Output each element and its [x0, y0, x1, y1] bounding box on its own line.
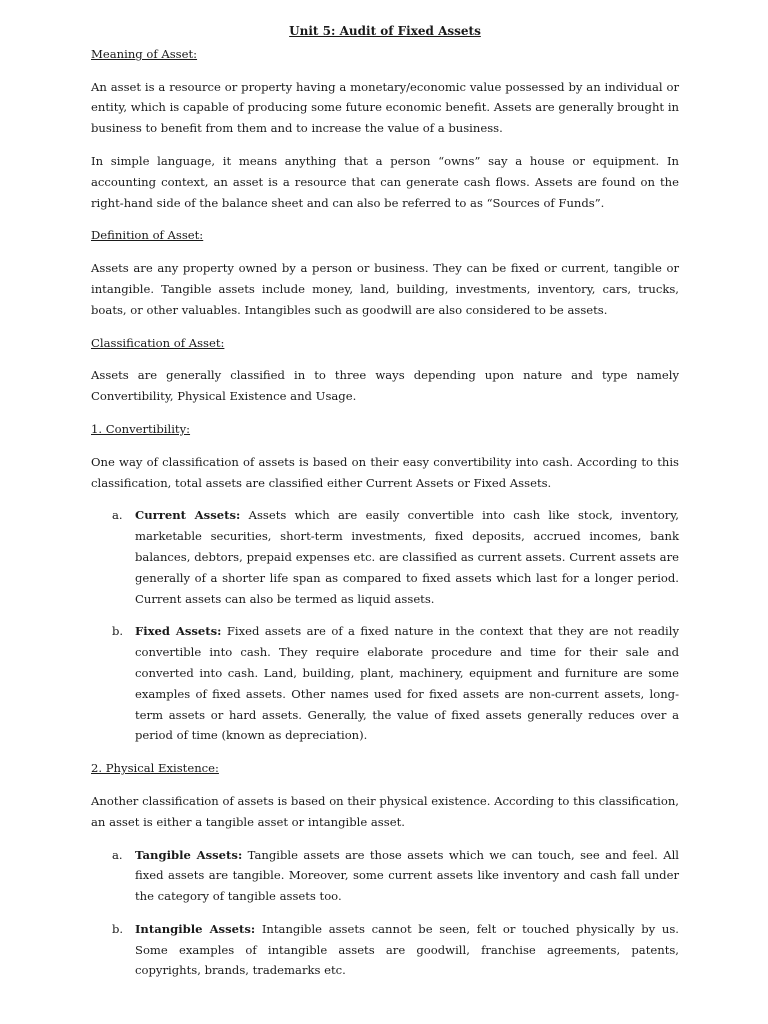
classification-heading: Classification of Asset: — [91, 335, 225, 350]
classification-paragraph: Assets are generally classified in to three ways depending upon nature and type namely Convertibility, Physical Existence and Usage. — [91, 368, 679, 404]
term-fixed-assets: Fixed Assets: — [135, 624, 222, 639]
list-marker: b. — [112, 921, 124, 936]
meaning-paragraph-1: An asset is a resource or property having a monetary/economic value possessed by an individual or entity, which is capable of producing some future economic benefit. Assets are generally brought in business to benefit from them and to increase the value of a business. — [91, 79, 679, 136]
definition-heading: Definition of Asset: — [91, 228, 204, 243]
convertibility-heading: 1. Convertibility: — [91, 421, 191, 436]
list-marker: a. — [112, 508, 123, 523]
physical-existence-paragraph: Another classification of assets is based on their physical existence. According to this classification, an asset is either a tangible asset or intangible asset. — [91, 793, 679, 829]
list-marker: a. — [112, 847, 123, 862]
page-title: Unit 5: Audit of Fixed Assets — [289, 24, 481, 38]
current-assets-text: Assets which are easily convertible into cash like stock, inventory, marketable securities, short-term investments, fixed deposits, accrued incomes, bank balances, debtors, prepaid expenses etc. are classified as current assets. Current assets are generally of a shorter life span as compared to fixed assets which last for a longer period. Current assets can also be termed as liquid assets. — [135, 508, 679, 606]
list-item-intangible-assets — [91, 919, 679, 981]
list-marker: b. — [112, 624, 124, 639]
term-intangible-assets: Intangible Assets: — [135, 921, 256, 936]
convertibility-paragraph: One way of classification of assets is based on their easy convertibility into cash. According to this classification, total assets are classified either Current Assets or Fixed Assets. — [91, 454, 679, 490]
meaning-heading: Meaning of Asset: — [91, 46, 198, 61]
list-item-current-assets — [91, 505, 679, 609]
fixed-assets-text: Fixed assets are of a fixed nature in the context that they are not readily convertible into cash. They require elaborate procedure and time for their sale and converted into cash. Land, building, plant, machinery, equipment and furniture are some examples of fixed assets. Other names used for fixed assets are non-current assets, long-term assets or hard assets. Generally, the value of fixed assets generally reduces over a period of time (known as depreciation). — [135, 624, 680, 743]
intangible-assets-text: Intangible assets cannot be seen, felt or touched physically by us. Some examples of intangible assets are goodwill, franchise agreements, patents, copyrights, brands, trademarks etc. — [135, 921, 679, 978]
definition-paragraph: Assets are any property owned by a person or business. They can be fixed or current, tangible or intangible. Tangible assets include money, land, building, investments, inventory, cars, trucks, boats, or other valuables. Intangibles such as goodwill are also considered to be assets. — [91, 261, 679, 317]
term-current-assets: Current Assets: — [135, 508, 241, 523]
tangible-assets-text: Tangible assets are those assets which we can touch, see and feel. All fixed assets are tangible. Moreover, some current assets like inventory and cash fall under the category of tangible assets too. — [135, 847, 680, 904]
meaning-paragraph-2: In simple language, it means anything that a person “owns” say a house or equipment. In accounting context, an asset is a resource that can generate cash flows. Assets are found on the right-hand side of the balance sheet and can also be referred to as “Sources of Funds”. — [91, 153, 679, 210]
physical-existence-heading: 2. Physical Existence: — [91, 761, 219, 776]
term-tangible-assets: Tangible Assets: — [135, 847, 243, 862]
list-item-fixed-assets — [91, 621, 679, 746]
list-item-tangible-assets — [91, 845, 679, 907]
